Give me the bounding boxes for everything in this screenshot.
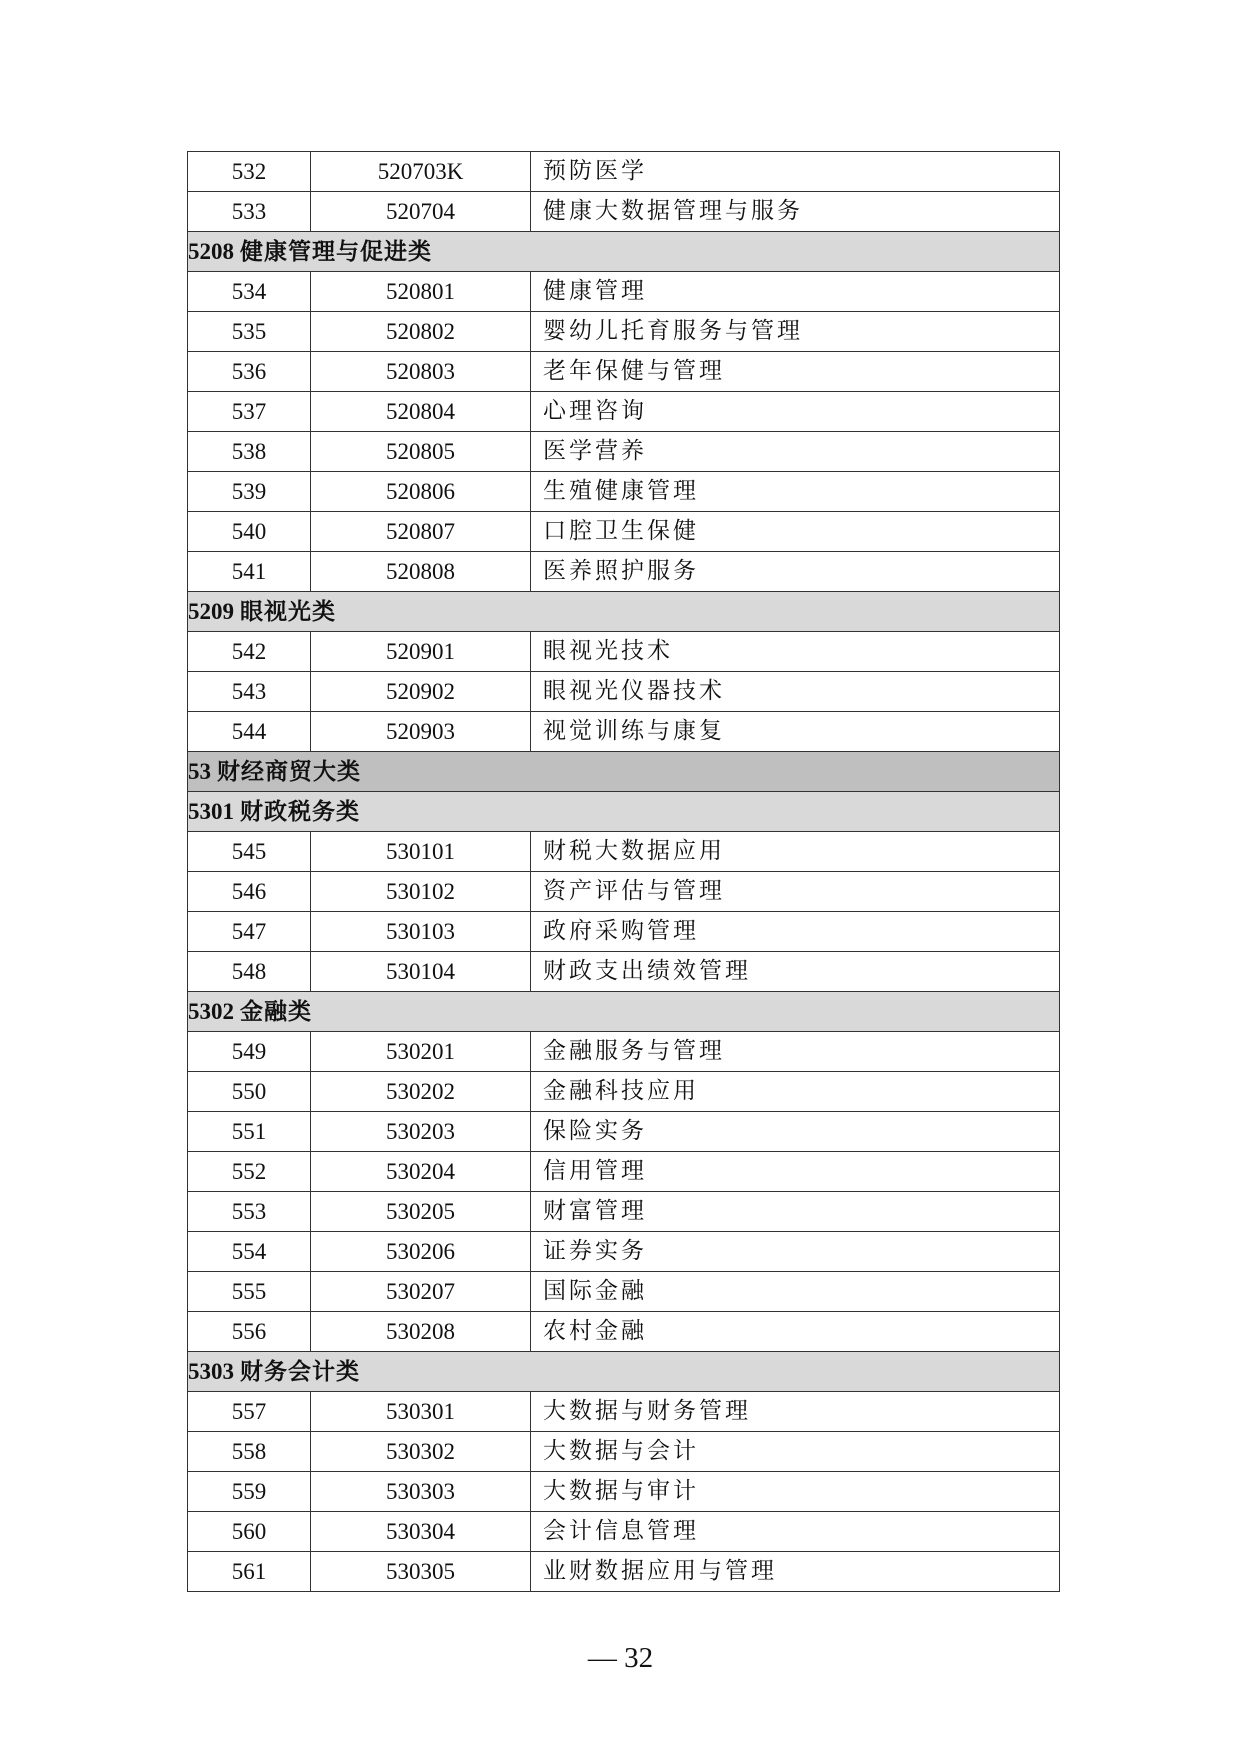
- program-name: 会计信息管理: [531, 1512, 1060, 1552]
- program-name: 视觉训练与康复: [531, 712, 1060, 752]
- row-number: 550: [188, 1072, 311, 1112]
- program-code: 530205: [311, 1192, 531, 1232]
- program-code: 520803: [311, 352, 531, 392]
- program-code: 530303: [311, 1472, 531, 1512]
- category-code: 5301: [188, 799, 234, 824]
- row-number: 545: [188, 832, 311, 872]
- program-code: 530304: [311, 1512, 531, 1552]
- row-number: 551: [188, 1112, 311, 1152]
- program-code: 520807: [311, 512, 531, 552]
- program-name: 金融服务与管理: [531, 1032, 1060, 1072]
- category-code: 5209: [188, 599, 234, 624]
- row-number: 540: [188, 512, 311, 552]
- category-row: [188, 232, 1060, 272]
- program-name: 大数据与财务管理: [531, 1392, 1060, 1432]
- table-row: [188, 432, 1060, 472]
- row-number: 552: [188, 1152, 311, 1192]
- program-name: 国际金融: [531, 1272, 1060, 1312]
- table-row: [188, 1152, 1060, 1192]
- program-name: 心理咨询: [531, 392, 1060, 432]
- table-row: [188, 1272, 1060, 1312]
- row-number: 548: [188, 952, 311, 992]
- program-code: 530104: [311, 952, 531, 992]
- category-row: [188, 992, 1060, 1032]
- table-row: [188, 712, 1060, 752]
- table-row: [188, 1192, 1060, 1232]
- table-row: [188, 1432, 1060, 1472]
- program-name: 农村金融: [531, 1312, 1060, 1352]
- table-row: [188, 512, 1060, 552]
- category-code: 5208: [188, 239, 234, 264]
- program-name: 老年保健与管理: [531, 352, 1060, 392]
- table-row: [188, 1032, 1060, 1072]
- program-code: 520801: [311, 272, 531, 312]
- row-number: 556: [188, 1312, 311, 1352]
- row-number: 561: [188, 1552, 311, 1592]
- table-row: [188, 1512, 1060, 1552]
- program-name: 金融科技应用: [531, 1072, 1060, 1112]
- row-number: 532: [188, 152, 311, 192]
- program-code: 520805: [311, 432, 531, 472]
- row-number: 542: [188, 632, 311, 672]
- category-name: 健康管理与促进类: [240, 238, 432, 265]
- program-code: 530207: [311, 1272, 531, 1312]
- major-category-row: [188, 752, 1060, 792]
- program-name: 预防医学: [531, 152, 1060, 192]
- row-number: 555: [188, 1272, 311, 1312]
- row-number: 557: [188, 1392, 311, 1432]
- row-number: 535: [188, 312, 311, 352]
- table-row: [188, 552, 1060, 592]
- table-row: [188, 312, 1060, 352]
- row-number: 533: [188, 192, 311, 232]
- table-row: [188, 952, 1060, 992]
- program-name: 财税大数据应用: [531, 832, 1060, 872]
- row-number: 546: [188, 872, 311, 912]
- row-number: 537: [188, 392, 311, 432]
- row-number: 543: [188, 672, 311, 712]
- row-number: 553: [188, 1192, 311, 1232]
- table-row: [188, 1552, 1060, 1592]
- row-number: 544: [188, 712, 311, 752]
- program-name: 医学营养: [531, 432, 1060, 472]
- program-code: 520704: [311, 192, 531, 232]
- program-name: 保险实务: [531, 1112, 1060, 1152]
- program-code: 520804: [311, 392, 531, 432]
- program-code: 520903: [311, 712, 531, 752]
- program-name: 医养照护服务: [531, 552, 1060, 592]
- category-code: 53: [188, 759, 211, 784]
- program-code: 530208: [311, 1312, 531, 1352]
- row-number: 547: [188, 912, 311, 952]
- table-row: [188, 872, 1060, 912]
- row-number: 534: [188, 272, 311, 312]
- table-row: [188, 272, 1060, 312]
- table-row: [188, 912, 1060, 952]
- program-name: 资产评估与管理: [531, 872, 1060, 912]
- program-name: 证券实务: [531, 1232, 1060, 1272]
- category-row: [188, 792, 1060, 832]
- category-name: 眼视光类: [240, 598, 336, 625]
- program-name: 健康大数据管理与服务: [531, 192, 1060, 232]
- table-row: [188, 1112, 1060, 1152]
- program-name: 财政支出绩效管理: [531, 952, 1060, 992]
- row-number: 539: [188, 472, 311, 512]
- program-code: 520902: [311, 672, 531, 712]
- table-row: [188, 832, 1060, 872]
- row-number: 538: [188, 432, 311, 472]
- program-name: 财富管理: [531, 1192, 1060, 1232]
- row-number: 559: [188, 1472, 311, 1512]
- program-code: 530204: [311, 1152, 531, 1192]
- program-name: 政府采购管理: [531, 912, 1060, 952]
- program-code: 530101: [311, 832, 531, 872]
- table-row: [188, 1392, 1060, 1432]
- table-row: [188, 392, 1060, 432]
- table-row: [188, 192, 1060, 232]
- program-code: 530202: [311, 1072, 531, 1112]
- table-row: [188, 672, 1060, 712]
- category-name: 财经商贸大类: [217, 758, 361, 785]
- row-number: 558: [188, 1432, 311, 1472]
- program-name: 大数据与审计: [531, 1472, 1060, 1512]
- program-code: 520703K: [311, 152, 531, 192]
- category-name: 财务会计类: [240, 1358, 360, 1385]
- program-code: 530203: [311, 1112, 531, 1152]
- page-number: — 32: [587, 1642, 654, 1674]
- program-code: 520808: [311, 552, 531, 592]
- program-name: 信用管理: [531, 1152, 1060, 1192]
- program-code: 520901: [311, 632, 531, 672]
- program-code: 530103: [311, 912, 531, 952]
- program-name: 健康管理: [531, 272, 1060, 312]
- program-catalog-table: [187, 151, 1060, 1592]
- program-code: 530302: [311, 1432, 531, 1472]
- program-code: 530305: [311, 1552, 531, 1592]
- table-row: [188, 1472, 1060, 1512]
- table-row: [188, 1072, 1060, 1112]
- table-row: [188, 1232, 1060, 1272]
- program-name: 业财数据应用与管理: [531, 1552, 1060, 1592]
- program-name: 眼视光技术: [531, 632, 1060, 672]
- program-name: 生殖健康管理: [531, 472, 1060, 512]
- table-body: [188, 152, 1060, 1592]
- table-row: [188, 472, 1060, 512]
- table-row: [188, 152, 1060, 192]
- row-number: 541: [188, 552, 311, 592]
- program-code: 530301: [311, 1392, 531, 1432]
- category-code: 5303: [188, 1359, 234, 1384]
- row-number: 549: [188, 1032, 311, 1072]
- program-code: 530206: [311, 1232, 531, 1272]
- row-number: 554: [188, 1232, 311, 1272]
- program-name: 婴幼儿托育服务与管理: [531, 312, 1060, 352]
- row-number: 536: [188, 352, 311, 392]
- program-name: 眼视光仪器技术: [531, 672, 1060, 712]
- row-number: 560: [188, 1512, 311, 1552]
- program-code: 530102: [311, 872, 531, 912]
- category-row: [188, 592, 1060, 632]
- category-code: 5302: [188, 999, 234, 1024]
- table-row: [188, 632, 1060, 672]
- category-row: [188, 1352, 1060, 1392]
- program-code: 520806: [311, 472, 531, 512]
- program-name: 口腔卫生保健: [531, 512, 1060, 552]
- program-code: 530201: [311, 1032, 531, 1072]
- program-name: 大数据与会计: [531, 1432, 1060, 1472]
- table-row: [188, 352, 1060, 392]
- category-name: 财政税务类: [240, 798, 360, 825]
- category-name: 金融类: [240, 998, 312, 1025]
- table-row: [188, 1312, 1060, 1352]
- program-code: 520802: [311, 312, 531, 352]
